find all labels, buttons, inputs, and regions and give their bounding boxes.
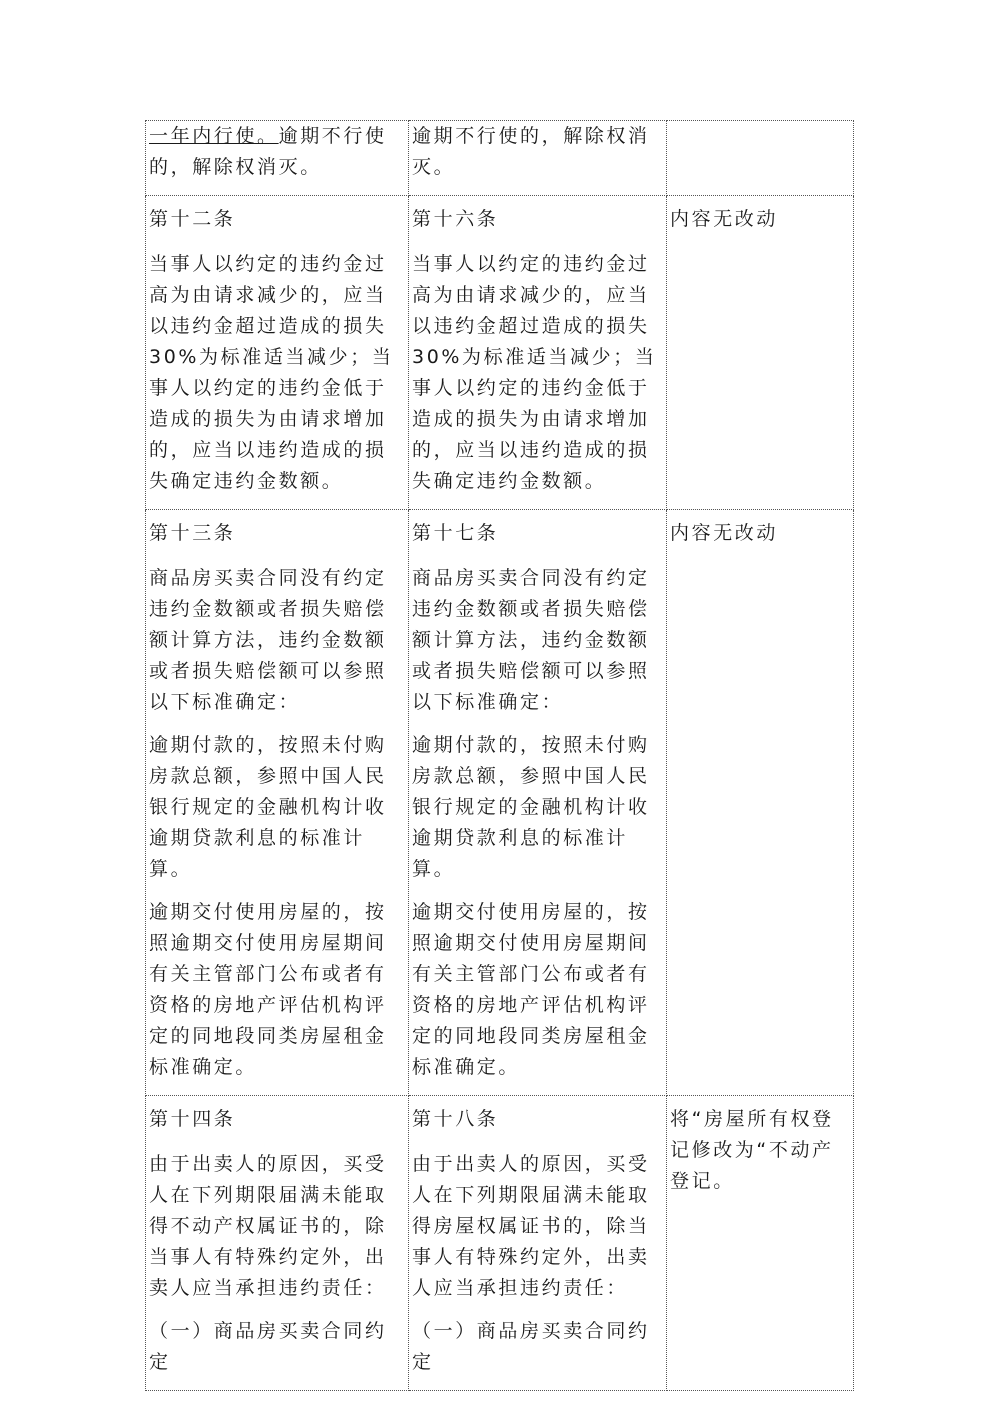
note-cell	[667, 1096, 854, 1391]
old-text-cell	[146, 196, 409, 510]
note-cell	[667, 121, 854, 196]
comparison-table	[145, 120, 854, 1391]
note-cell	[667, 510, 854, 1096]
paragraph: 当事人以约定的违约金过高为由请求减少的，应当以违约金超过造成的损失 30%为标准适当减少；当事人以约定的违约金低于造成的损失为由请求增加的，应当以违约造成的损失确定违约金数额。	[149, 253, 394, 492]
old-text-cell	[146, 121, 409, 196]
paragraph-text: 逾期不行使的，解除权消灭。	[149, 125, 387, 178]
paragraph: 商品房买卖合同没有约定违约金数额或者损失赔偿额计算方法，违约金数额或者损失赔偿额可以参照以下标准确定：	[412, 567, 650, 713]
article-title: 第十六条	[412, 208, 499, 230]
paragraph: 逾期交付使用房屋的，按照逾期交付使用房屋期间有关主管部门公布或者有资格的房地产评估机构评定的同地段同类房屋租金标准确定。	[412, 901, 650, 1078]
old-text-cell	[146, 1096, 409, 1391]
new-text-cell	[409, 1096, 667, 1391]
article-title: 第十七条	[412, 522, 499, 544]
article-title: 第十四条	[149, 1108, 236, 1130]
new-text-cell	[409, 121, 667, 196]
table-row	[146, 1096, 854, 1391]
paragraph: 商品房买卖合同没有约定违约金数额或者损失赔偿额计算方法，违约金数额或者损失赔偿额可以参照以下标准确定：	[149, 567, 387, 713]
paragraph: 由于出卖人的原因，买受人在下列期限届满未能取得不动产权属证书的，除当事人有特殊约定外，出卖人应当承担违约责任：	[149, 1153, 387, 1299]
paragraph: 逾期付款的，按照未付购房款总额，参照中国人民银行规定的金融机构计收逾期贷款利息的标准计算。	[149, 734, 387, 880]
note-text: 内容无改动	[670, 522, 779, 544]
note-cell	[667, 196, 854, 510]
note-text: 内容无改动	[670, 208, 779, 230]
paragraph: 逾期不行使的，解除权消灭。	[412, 125, 650, 178]
new-text-cell	[409, 510, 667, 1096]
paragraph: （一）商品房买卖合同约定	[149, 1320, 387, 1373]
paragraph: 逾期交付使用房屋的，按照逾期交付使用房屋期间有关主管部门公布或者有资格的房地产评估机构评定的同地段同类房屋租金标准确定。	[149, 901, 387, 1078]
table-row	[146, 510, 854, 1096]
article-title: 第十三条	[149, 522, 236, 544]
paragraph: 由于出卖人的原因，买受人在下列期限届满未能取得房屋权属证书的，除当事人有特殊约定外，出卖人应当承担违约责任：	[412, 1153, 650, 1299]
new-text-cell	[409, 196, 667, 510]
paragraph: （一）商品房买卖合同约定	[412, 1320, 650, 1373]
note-text: 将“房屋所有权登记修改为“不动产登记。	[670, 1108, 834, 1192]
paragraph: 当事人以约定的违约金过高为由请求减少的，应当以违约金超过造成的损失 30%为标准适当减少；当事人以约定的违约金低于造成的损失为由请求增加的，应当以违约造成的损失确定违约金数额。	[412, 253, 657, 492]
article-title: 第十二条	[149, 208, 236, 230]
table-row	[146, 196, 854, 510]
underlined-text: 一年内行使。	[149, 125, 279, 147]
article-title: 第十八条	[412, 1108, 499, 1130]
paragraph	[149, 121, 408, 183]
paragraph: 逾期付款的，按照未付购房款总额，参照中国人民银行规定的金融机构计收逾期贷款利息的标准计算。	[412, 734, 650, 880]
table-row	[146, 121, 854, 196]
old-text-cell	[146, 510, 409, 1096]
